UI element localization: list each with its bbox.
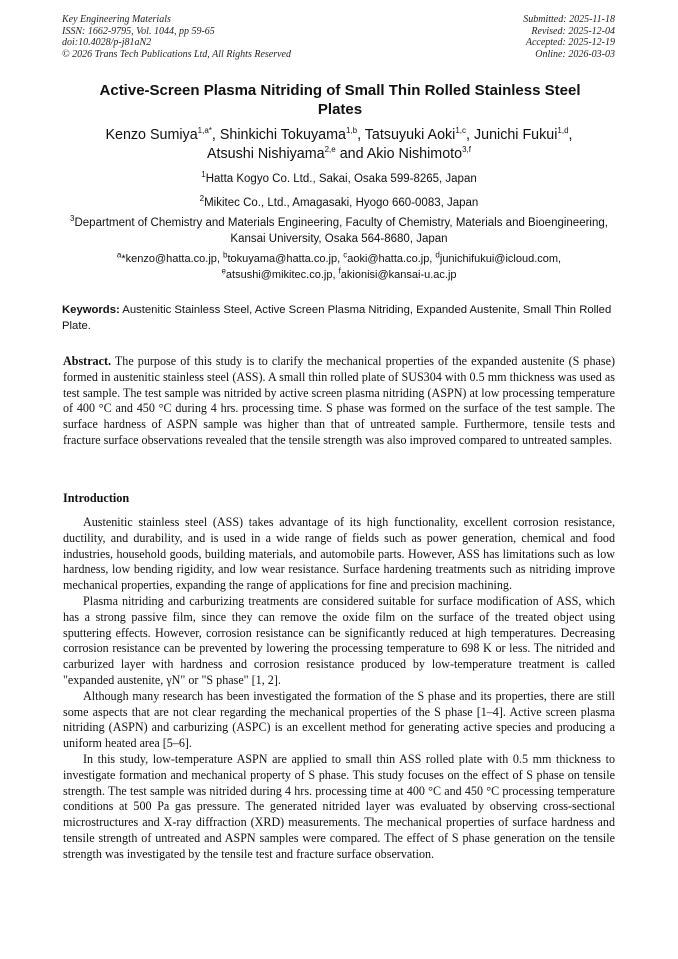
author-name: Tatsuyuki Aoki bbox=[364, 127, 456, 143]
issn-volume: ISSN: 1662-9795, Vol. 1044, pp 59-65 bbox=[62, 25, 215, 37]
author-affiliation-mark: 3,f bbox=[462, 144, 471, 154]
introduction-heading: Introduction bbox=[63, 491, 130, 505]
abstract-text: The purpose of this study is to clarify the mechanical properties of the expanded austenite (S phase) formed in austenitic stainless steel (ASS). A small thin rolled plate of SUS304 with 0.5 mm thickness was used as test sample. The test sample was nitrided by active screen plasma nitriding (ASPN) at low processing temperature of 400 °C and 450 °C during 4 hrs. processing time. S phase was formed on the surface of the test sample. The surface hardness of ASPN sample was higher than that of untreated sample. Furthermore, tensile tests and fracture surface observations revealed that the tensile strength was also improved compared to untreated samples. bbox=[63, 354, 615, 447]
publication-dates bbox=[523, 14, 615, 60]
email-mark: b bbox=[223, 250, 228, 260]
author-separator: , bbox=[211, 127, 220, 143]
affiliation-text: Mikitec Co., Ltd., Amagasaki, Hyogo 660-0083, Japan bbox=[204, 197, 479, 209]
email-mark: a bbox=[116, 250, 122, 260]
author-affiliation-mark: 2,e bbox=[324, 144, 336, 154]
affiliation-mark: 2 bbox=[199, 194, 205, 204]
author-affiliation-mark: 1,d bbox=[557, 126, 569, 136]
abstract bbox=[63, 354, 615, 449]
author-name: Junichi Fukui bbox=[473, 127, 558, 143]
author-separator: , bbox=[357, 127, 365, 143]
submitted-date: Submitted: 2025-11-18 bbox=[523, 14, 615, 25]
paper-title: Active-Screen Plasma Nitriding of Small Thin Rolled Stainless Steel Plates bbox=[99, 82, 581, 118]
keywords bbox=[62, 302, 616, 334]
email-address: junichifukui@icloud.com, bbox=[439, 253, 562, 265]
author-list bbox=[62, 126, 616, 163]
email-mark: d bbox=[435, 250, 440, 260]
email-address: aoki@hatta.co.jp, bbox=[347, 253, 436, 265]
accepted-date: Accepted: 2025-12-19 bbox=[525, 37, 615, 48]
body-paragraph: Plasma nitriding and carburizing treatments are considered suitable for surface modification of ASS, which has a strong passive film, since they can remove the oxide film on the surface of the treated object using sputtering effects. However, corrosion resistance can be significantly reduced at high temperatures. Decreasing corrosion resistance can be prevented by lowering the processing temperature to 698 K or less. The nitrided and carburized layer with hardness and corrosion resistance produced by low-temperature treatment is called "expanded austenite, γN" or "S phase" [1, 2]. bbox=[63, 593, 615, 687]
affiliation bbox=[62, 196, 616, 212]
journal-name: Key Engineering Materials bbox=[62, 14, 171, 25]
affiliation bbox=[62, 216, 616, 247]
body-paragraph: Austenitic stainless steel (ASS) takes advantage of its high functionality, excellent corrosion resistance, ductility, and durability, and is used in a wide range of fields such as power generation, chemical and food industries, household goods, building materials, and automobile parts. However, ASS has limitations such as low hardness, low bending rigidity, and low wear resistance. Surface hardening treatments such as nitriding improve mechanical properties, expanding the range of applications for fine and precision machining. bbox=[63, 515, 615, 593]
introduction-body bbox=[63, 515, 615, 863]
affiliation bbox=[62, 172, 616, 188]
email-address: akionisi@kansai-u.ac.jp bbox=[340, 268, 457, 281]
email-mark: c bbox=[343, 250, 348, 260]
email-mark: f bbox=[338, 265, 341, 275]
journal-info bbox=[62, 14, 291, 60]
email-mark: e bbox=[221, 265, 226, 275]
affiliation-text: Department of Chemistry and Materials Engineering, Faculty of Chemistry, Materials and Bioengineering, Kansai University, Osaka 564-8680, Japan bbox=[74, 217, 608, 245]
author-emails bbox=[62, 252, 616, 283]
author-affiliation-mark: 1,c bbox=[455, 126, 467, 136]
author-name: Shinkichi Tokuyama bbox=[219, 127, 346, 143]
author-separator: , bbox=[466, 127, 474, 143]
author-affiliation-mark: 1,b bbox=[345, 126, 358, 136]
email-address: atsushi@mikitec.co.jp, bbox=[225, 268, 339, 281]
abstract-label: Abstract. bbox=[63, 354, 112, 368]
author-separator: , bbox=[568, 127, 573, 143]
author-affiliation-mark: 1,a* bbox=[197, 126, 212, 136]
keywords-text: Austenitic Stainless Steel, Active Screen Plasma Nitriding, Expanded Austenite, Small Thin Rolled Plate. bbox=[62, 304, 612, 332]
affiliation-text: Hatta Kogyo Co. Ltd., Sakai, Osaka 599-8265, Japan bbox=[205, 173, 477, 185]
doi: doi:10.4028/p-j81aN2 bbox=[62, 37, 152, 48]
author-name: Akio Nishimoto bbox=[366, 145, 463, 162]
email-address: tokuyama@hatta.co.jp, bbox=[227, 253, 344, 265]
keywords-label: Keywords: bbox=[62, 304, 120, 316]
email-address: *kenzo@hatta.co.jp, bbox=[121, 253, 224, 265]
body-paragraph: In this study, low-temperature ASPN are applied to small thin ASS rolled plate with 0.5 mm thickness to investigate formation and mechanical property of S phase. This study focuses on the effect of S phase on tensile strength. The test sample was nitrided during 4 hrs. processing time at 400 °C and 450 °C processing temperature conditions at 500 Pa gas pressure. The generated nitrided layer was evaluated by observing cross-sectional microstructures and X-ray diffraction (XRD) measurements. The mechanical properties of surface hardness and tensile strength of untreated and ASPN samples were compared. The effect of S phase generation on the tensile strength was investigated by the tensile test and fracture surface observation. bbox=[63, 751, 615, 861]
online-date: Online: 2026-03-03 bbox=[535, 48, 615, 60]
author-separator: and bbox=[335, 145, 367, 162]
revised-date: Revised: 2025-12-04 bbox=[531, 25, 615, 37]
affiliation-mark: 1 bbox=[201, 170, 206, 180]
copyright: © 2026 Trans Tech Publications Ltd, All Rights Reserved bbox=[62, 48, 291, 60]
author-name: Atsushi Nishiyama bbox=[207, 145, 325, 162]
affiliation-mark: 3 bbox=[70, 214, 75, 224]
author-name: Kenzo Sumiya bbox=[105, 127, 198, 143]
body-paragraph: Although many research has been investigated the formation of the S phase and its properties, there are still some aspects that are not clear regarding the mechanical properties of the S phase [1–4]. Active screen plasma nitriding (ASPN) and carburizing (ASPC) is an excellent method for generating active species and producing a uniform heated area [5–6]. bbox=[63, 688, 615, 751]
journal-header bbox=[62, 14, 615, 66]
